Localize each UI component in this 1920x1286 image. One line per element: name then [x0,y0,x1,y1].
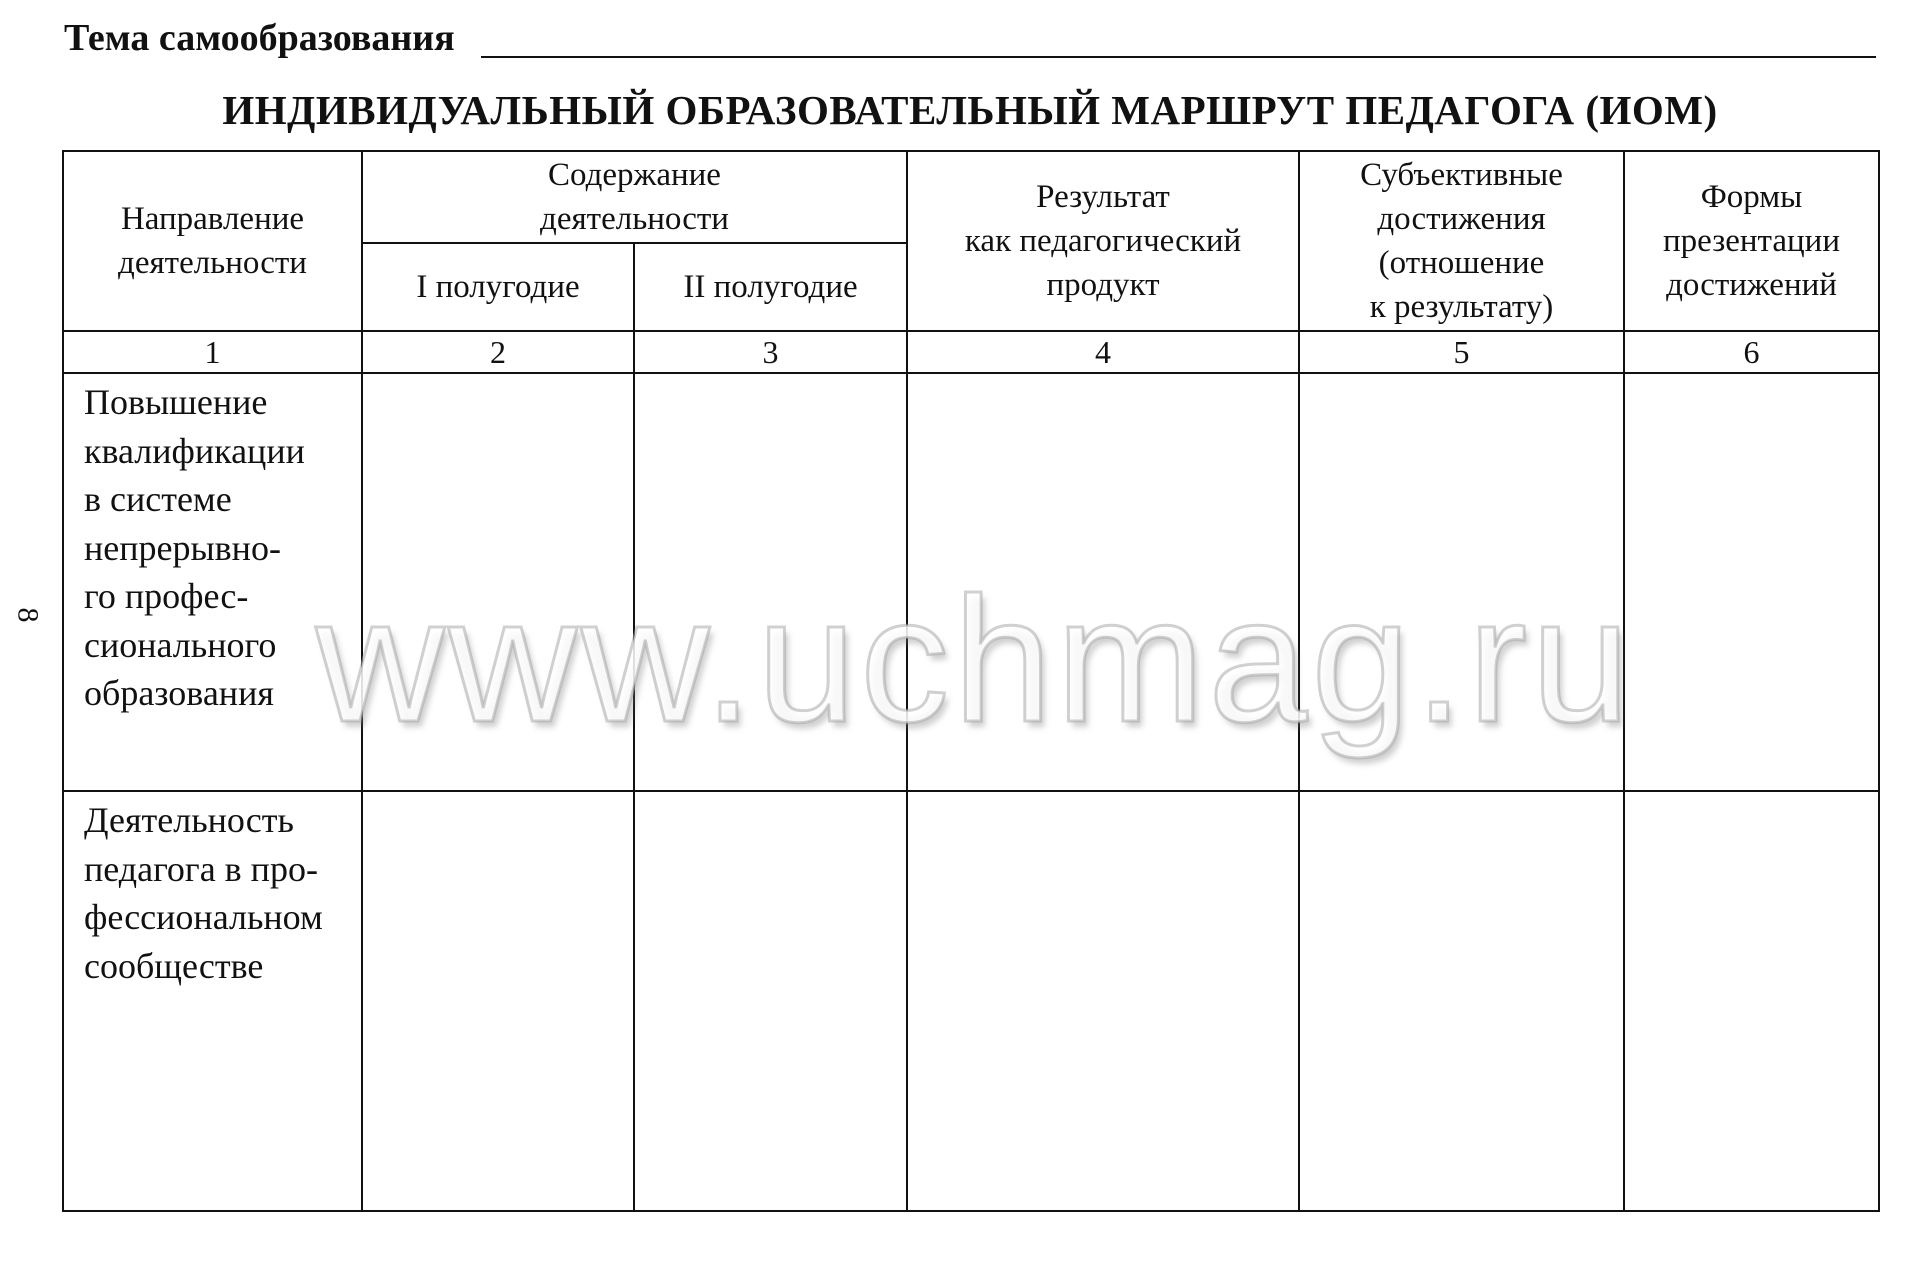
column-number: 6 [1624,331,1879,373]
self-education-topic [64,14,1876,66]
column-number: 4 [907,331,1299,373]
iom-table [62,150,1880,1212]
table-row [63,791,1879,1211]
header-result: Результат как педагогический продукт [907,151,1299,331]
header-forms: Формы презентации достижений [1624,151,1879,331]
empty-cell [1299,791,1624,1211]
row-direction-label: Повышение квалификации в системе непрерывно- го профес- сионального образования [63,373,362,791]
header-row-top [63,151,1879,243]
column-number-row [63,331,1879,373]
column-number: 2 [362,331,634,373]
empty-cell [907,791,1299,1211]
empty-cell [362,373,634,791]
page-number: 8 [11,607,45,623]
empty-cell [1624,791,1879,1211]
page-title: ИНДИВИДУАЛЬНЫЙ ОБРАЗОВАТЕЛЬНЫЙ МАРШРУТ ПЕДАГОГА (ИОМ) [222,87,1718,133]
column-number: 3 [634,331,907,373]
topic-blank-line [481,16,1876,58]
empty-cell [634,791,907,1211]
row-direction-label: Деятельность педагога в про- фессиональном сообществе [63,791,362,1211]
column-number: 5 [1299,331,1624,373]
header-half-1: I полугодие [362,243,634,331]
header-half-2: II полугодие [634,243,907,331]
topic-label: Тема самообразования [64,17,455,59]
empty-cell [634,373,907,791]
table-row [63,373,1879,791]
header-direction: Направление деятельности [63,151,362,331]
column-number: 1 [63,331,362,373]
header-subjective: Субъективные достижения (отношение к результату) [1299,151,1624,331]
empty-cell [1624,373,1879,791]
watermark: www.uchmag.ru [315,560,1635,759]
empty-cell [1299,373,1624,791]
empty-cell [907,373,1299,791]
header-content: Содержание деятельности [362,151,907,243]
empty-cell [362,791,634,1211]
